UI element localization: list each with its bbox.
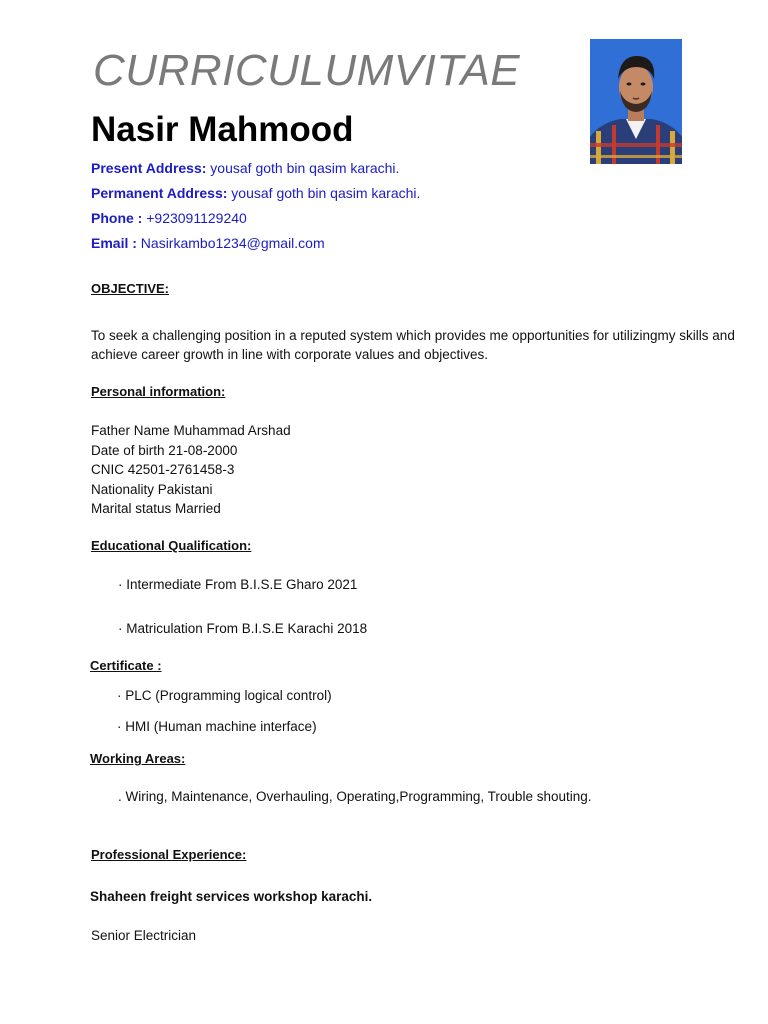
personal-info-line: Marital status Married — [91, 501, 221, 516]
permanent-address — [91, 185, 420, 201]
personal-info-line: CNIC 42501-2761458-3 — [91, 462, 235, 477]
permanent-address-value: yousaf goth bin qasim karachi. — [227, 185, 421, 201]
personal-info-heading: Personal information: — [91, 384, 226, 399]
certificate-item: · HMI (Human machine interface) — [117, 719, 317, 734]
email — [91, 235, 325, 251]
email-label: Email : — [91, 235, 137, 251]
experience-role: Senior Electrician — [91, 928, 197, 943]
personal-info-line: Nationality Pakistani — [91, 481, 213, 497]
objective-heading: OBJECTIVE: — [91, 281, 170, 296]
working-areas-text: . Wiring, Maintenance, Overhauling, Operating,Programming, Trouble shouting. — [118, 789, 592, 804]
candidate-name: Nasir Mahmood — [91, 110, 354, 149]
objective-text: To seek a challenging position in a reputed system which provides me opportunities for utilizingmy skills and achieve career growth in line with corporate values and objectives. — [91, 328, 735, 362]
permanent-address-label: Permanent Address: — [91, 185, 228, 201]
present-address-label: Present Address: — [91, 160, 207, 176]
email-value: Nasirkambo1234@gmail.com — [136, 235, 325, 251]
personal-info-line: Father Name Muhammad Arshad — [91, 423, 291, 438]
experience-heading: Professional Experience: — [91, 847, 247, 862]
experience-company: Shaheen freight services workshop karachi. — [90, 889, 373, 904]
phone-value: +923091129240 — [142, 210, 247, 226]
phone-label: Phone : — [91, 210, 143, 226]
education-item: · Intermediate From B.I.S.E Gharo 2021 — [118, 577, 358, 592]
phone — [91, 210, 247, 226]
profile-photo — [590, 39, 682, 164]
education-heading: Educational Qualification: — [91, 538, 252, 553]
certificate-item: · PLC (Programming logical control) — [117, 688, 332, 703]
present-address — [91, 160, 399, 176]
working-areas-heading: Working Areas: — [90, 751, 186, 766]
present-address-value: yousaf goth bin qasim karachi. — [206, 160, 400, 176]
education-item: · Matriculation From B.I.S.E Karachi 2018 — [118, 621, 368, 636]
certificate-heading: Certificate : — [90, 658, 162, 673]
personal-info-line: Date of birth 21-08-2000 — [91, 442, 238, 458]
personal-info-list — [91, 421, 291, 519]
cv-title: CURRICULUMVITAE — [93, 46, 521, 95]
